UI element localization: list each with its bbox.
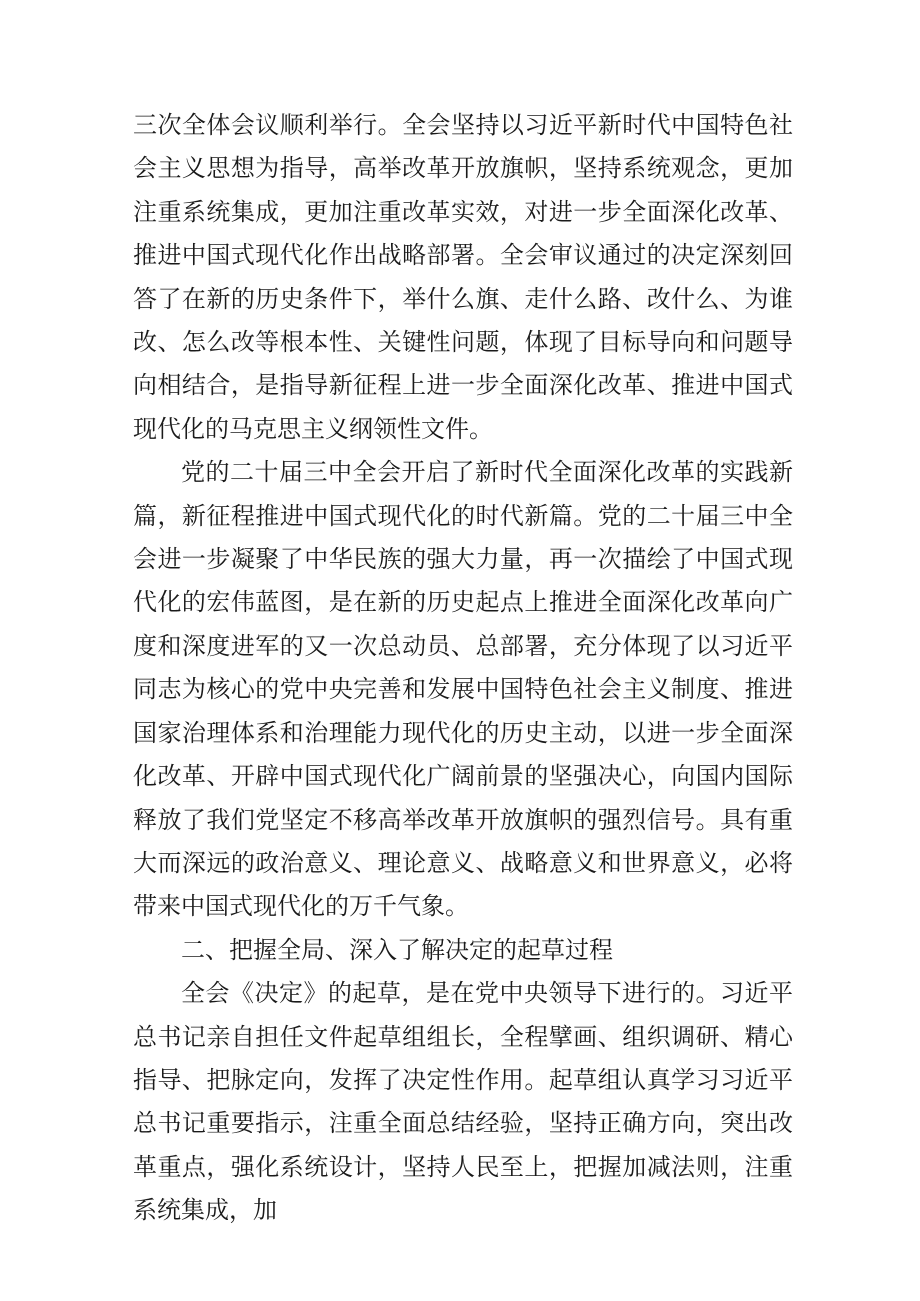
- paragraph-significance: 党的二十届三中全会开启了新时代全面深化改革的实践新篇，新征程推进中国式现代化的时代新篇。党的二十届三中全会进一步凝聚了中华民族的强大力量，再一次描绘了中国式现代化的宏伟蓝图，是在新的历史起点上推进全面深化改革向广度和深度进军的又一次总动员、总部署，充分体现了以习近平同志为核心的党中央完善和发展中国特色社会主义制度、推进国家治理体系和治理能力现代化的历史主动，以进一步全面深化改革、开辟中国式现代化广阔前景的坚强决心，向国内国际释放了我们党坚定不移高举改革开放旗帜的强烈信号。具有重大而深远的政治意义、理论意义、战略意义和世界意义，必将带来中国式现代化的万千气象。: [133, 458, 793, 921]
- paragraph-continuation: 三次全体会议顺利举行。全会坚持以习近平新时代中国特色社会主义思想为指导，高举改革开放旗帜，坚持系统观念，更加注重系统集成，更加注重改革实效，对进一步全面深化改革、推进中国式现代化作出战略部署。全会审议通过的决定深刻回答了在新的历史条件下，举什么旗、走什么路、改什么、为谁改、怎么改等根本性、关键性问题，体现了目标导向和问题导向相结合，是指导新征程上进一步全面深化改革、推进中国式现代化的马克思主义纲领性文件。: [133, 111, 793, 443]
- paragraph-drafting: 全会《决定》的起草，是在党中央领导下进行的。习近平总书记亲自担任文件起草组组长，全程擘画、组织调研、精心指导、把脉定向，发挥了决定性作用。起草组认真学习习近平总书记重要指示，注重全面总结经验，坚持正确方向，突出改革重点，强化系统设计，坚持人民至上，把握加减法则，注重系统集成，加: [133, 979, 793, 1225]
- document-body: [133, 104, 793, 1233]
- section-heading: 二、把握全局、深入了解决定的起草过程: [181, 935, 613, 964]
